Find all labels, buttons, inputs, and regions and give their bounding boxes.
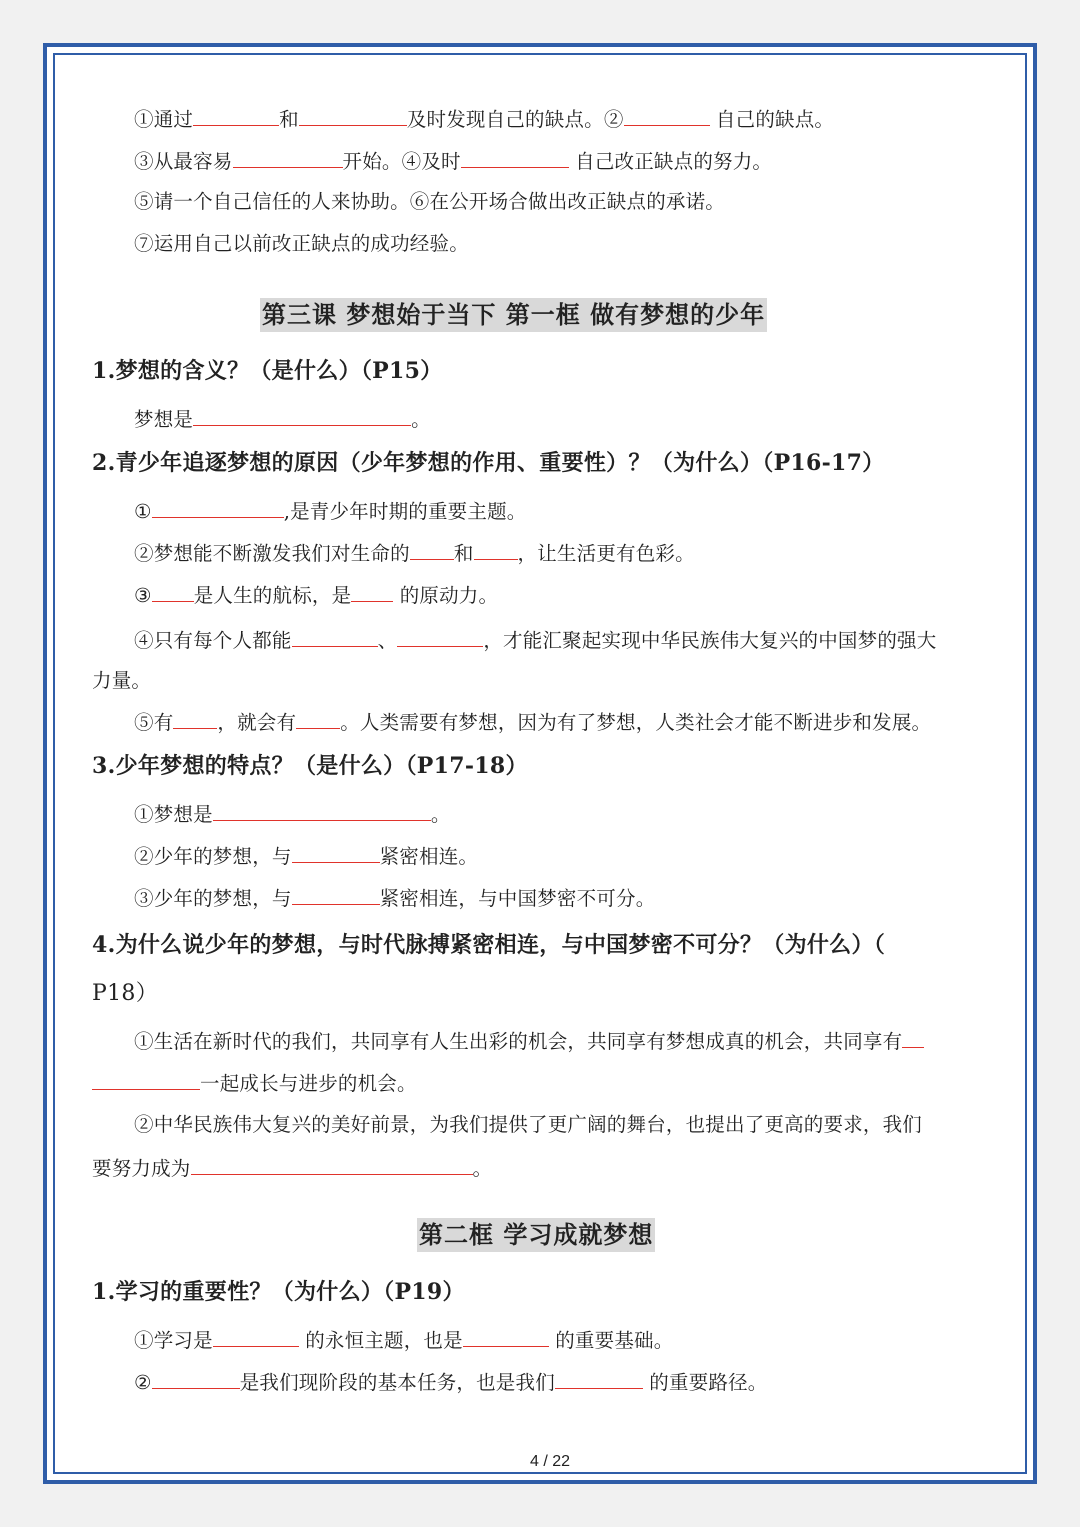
fill-blank[interactable] [292,884,380,905]
fill-blank[interactable] [461,147,569,168]
question-heading: 4.为什么说少年的梦想，与时代脉搏紧密相连，与中国梦密不可分？（为什么）（ [92,932,886,958]
text: ③ [134,584,152,607]
text: ①通过 [134,108,194,131]
fill-blank[interactable] [193,405,411,426]
fill-blank[interactable] [299,105,407,126]
text: ,是青少年时期的重要主题。 [283,500,527,523]
fill-blank[interactable] [463,1326,549,1347]
text: 和 [279,108,299,131]
answer-line [134,708,931,736]
text: 是我们现阶段的基本任务，也是我们 [239,1371,555,1394]
text: 。 [411,408,431,431]
fill-blank[interactable] [152,1368,240,1389]
fill-blank[interactable] [92,1069,200,1090]
text: 。 [472,1157,493,1180]
intro-line-3: ⑤请一个自己信任的人来协助。⑥在公开场合做出改正缺点的承诺。 [134,190,726,213]
fill-blank[interactable] [213,800,431,821]
text: 要努力成为 [92,1157,191,1180]
fill-blank[interactable] [152,497,284,518]
text: 一起成长与进步的机会。 [200,1072,417,1095]
answer-line [134,1326,673,1354]
fill-blank[interactable] [233,147,343,168]
question-heading: 3.少年梦想的特点？（是什么）（P17-18） [92,753,528,779]
answer-line [134,626,936,654]
fill-blank[interactable] [193,105,279,126]
text: ①学习是 [134,1329,213,1352]
fill-blank[interactable] [397,626,483,647]
text: 紧密相连，与中国梦密不可分。 [379,887,656,910]
text: 及时发现自己的缺点。② [406,108,624,131]
text: 的重要基础。 [555,1329,674,1352]
text: ②少年的梦想，与 [134,845,292,868]
text: ⑤有 [134,711,174,734]
text: ① [134,500,152,523]
question-heading: 1.梦想的含义？（是什么）（P15） [92,358,443,384]
text: ③少年的梦想，与 [134,887,292,910]
text: 的重要路径。 [649,1371,768,1394]
fill-blank[interactable] [555,1368,643,1389]
text: 开始。④及时 [342,150,461,173]
fill-blank[interactable] [152,581,194,602]
question-heading: 2.青少年追逐梦想的原因（少年梦想的作用、重要性）？（为什么）（P16-17） [92,450,885,476]
text: 。 [430,803,451,826]
answer-line [134,497,527,525]
text: 。人类需要有梦想，因为有了梦想，人类社会才能不断进步和发展。 [340,711,932,734]
answer-line: ②中华民族伟大复兴的美好前景，为我们提供了更广阔的舞台，也提出了更高的要求，我们 [134,1113,923,1136]
text: 的永恒主题，也是 [305,1329,463,1352]
text: 的原动力。 [399,584,499,607]
fill-blank[interactable] [351,581,393,602]
answer-line [134,884,655,912]
fill-blank[interactable] [173,708,217,729]
fill-blank[interactable] [191,1154,473,1175]
fill-blank[interactable] [292,626,378,647]
answer-line-cont [92,1069,417,1097]
question-heading: 1.学习的重要性？（为什么）（P19） [92,1279,465,1305]
text: 和 [453,542,474,565]
section-title-lesson3: 第三课 梦想始于当下 第一框 做有梦想的少年 [260,298,767,332]
text: 自己的缺点。 [715,108,835,131]
text: ③从最容易 [134,150,233,173]
fill-blank[interactable] [902,1027,924,1048]
intro-line-4: ⑦运用自己以前改正缺点的成功经验。 [134,232,469,255]
text: 、 [377,629,398,652]
text: 紧密相连。 [379,845,479,868]
fill-blank[interactable] [474,539,518,560]
text: ②梦想能不断激发我们对生命的 [134,542,410,565]
fill-blank[interactable] [624,105,710,126]
text: ，就会有 [217,711,297,734]
fill-blank[interactable] [410,539,454,560]
text: ④只有每个人都能 [134,629,292,652]
intro-line-1 [134,105,834,133]
text: 是人生的航标，是 [193,584,352,607]
section-title-frame2: 第二框 学习成就梦想 [417,1218,655,1252]
text: 梦想是 [134,408,194,431]
fill-blank[interactable] [213,1326,299,1347]
answer-line [134,800,451,828]
intro-line-2 [134,147,772,175]
page-number: 4 / 22 [529,1453,571,1470]
text: ①梦想是 [134,803,213,826]
text: 自己改正缺点的努力。 [575,150,773,173]
answer-line [134,1368,768,1396]
fill-blank[interactable] [296,708,340,729]
answer-line-cont [92,1154,492,1182]
answer-line [134,405,431,433]
fill-blank[interactable] [292,842,380,863]
text: ①生活在新时代的我们，共同享有人生出彩的机会，共同享有梦想成真的机会，共同享有 [134,1030,903,1053]
text: ，让生活更有色彩。 [517,542,695,565]
question-heading-cont: P18） [92,981,158,1006]
text: ，才能汇聚起实现中华民族伟大复兴的中国梦的强大 [483,629,937,652]
answer-line [134,1027,924,1055]
answer-line [134,539,695,567]
text: ② [134,1371,152,1394]
answer-line [134,842,478,870]
answer-line [134,581,498,609]
answer-line-cont: 力量。 [92,669,152,692]
